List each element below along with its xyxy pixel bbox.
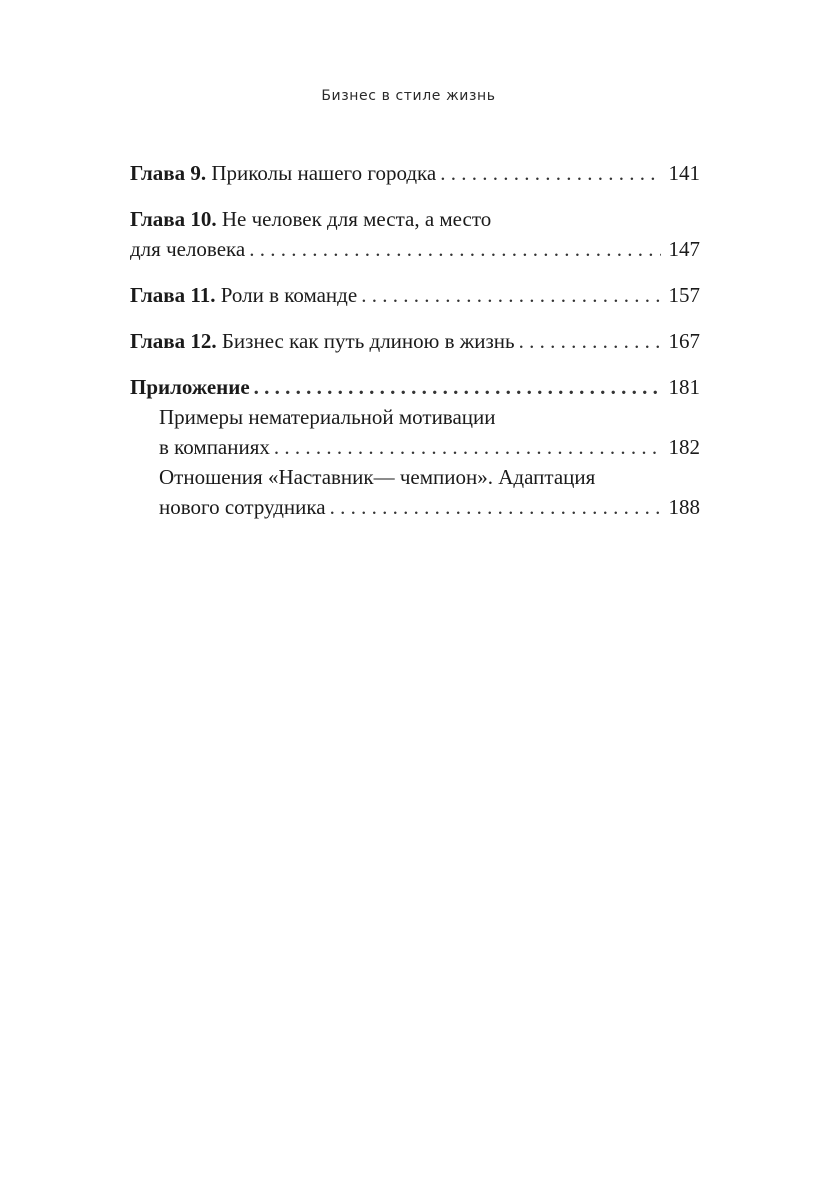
toc-entry-appendix-mentor[interactable] [130, 462, 700, 522]
running-header: Бизнес в стиле жизнь [321, 88, 496, 104]
page-number: 167 [668, 329, 700, 353]
chapter-number: Глава 12. [130, 329, 217, 353]
dot-leader [330, 492, 661, 522]
dot-leader [519, 326, 661, 356]
dot-leader [249, 234, 660, 264]
sub-title-line-1: Отношения «Наставник— чемпион». Адаптация [159, 465, 596, 489]
sub-title-line-2: нового сотрудника [159, 495, 326, 519]
chapter-title: Роли в команде [220, 283, 358, 307]
chapter-number: Глава 11. [130, 283, 216, 307]
dot-leader [361, 280, 660, 310]
dot-leader [274, 432, 661, 462]
chapter-title-line-2: для человека [130, 237, 246, 261]
sub-title-line-1: Примеры нематериальной мотивации [159, 405, 496, 429]
toc-entry-chapter-10[interactable] [130, 204, 700, 264]
chapter-title: Приколы нашего городка [211, 161, 437, 185]
chapter-number: Глава 10. [130, 207, 217, 231]
page-number: 147 [668, 237, 700, 261]
dot-leader [440, 158, 660, 188]
appendix-title: Приложение [130, 375, 250, 399]
page-number: 182 [668, 435, 700, 459]
toc-entry-appendix[interactable] [130, 372, 700, 402]
table-of-contents [130, 158, 700, 522]
toc-entry-label [130, 204, 491, 234]
toc-entry-chapter-11[interactable] [130, 280, 700, 310]
toc-entry-chapter-9[interactable] [130, 158, 700, 188]
chapter-title: Бизнес как путь длиною в жизнь [221, 329, 515, 353]
toc-entry-label [130, 326, 515, 356]
page-number: 157 [668, 283, 700, 307]
toc-entry-label [130, 158, 436, 188]
page-number: 141 [668, 161, 700, 185]
toc-entry-chapter-12[interactable] [130, 326, 700, 356]
chapter-number: Глава 9. [130, 161, 207, 185]
chapter-title-line-1: Не человек для места, а место [221, 207, 492, 231]
sub-title-line-2: в компаниях [159, 435, 270, 459]
toc-entry-appendix-motivation[interactable] [130, 402, 700, 462]
page-number: 188 [668, 495, 700, 519]
toc-entry-label [130, 280, 357, 310]
page-number: 181 [668, 375, 700, 399]
dot-leader [254, 372, 661, 402]
